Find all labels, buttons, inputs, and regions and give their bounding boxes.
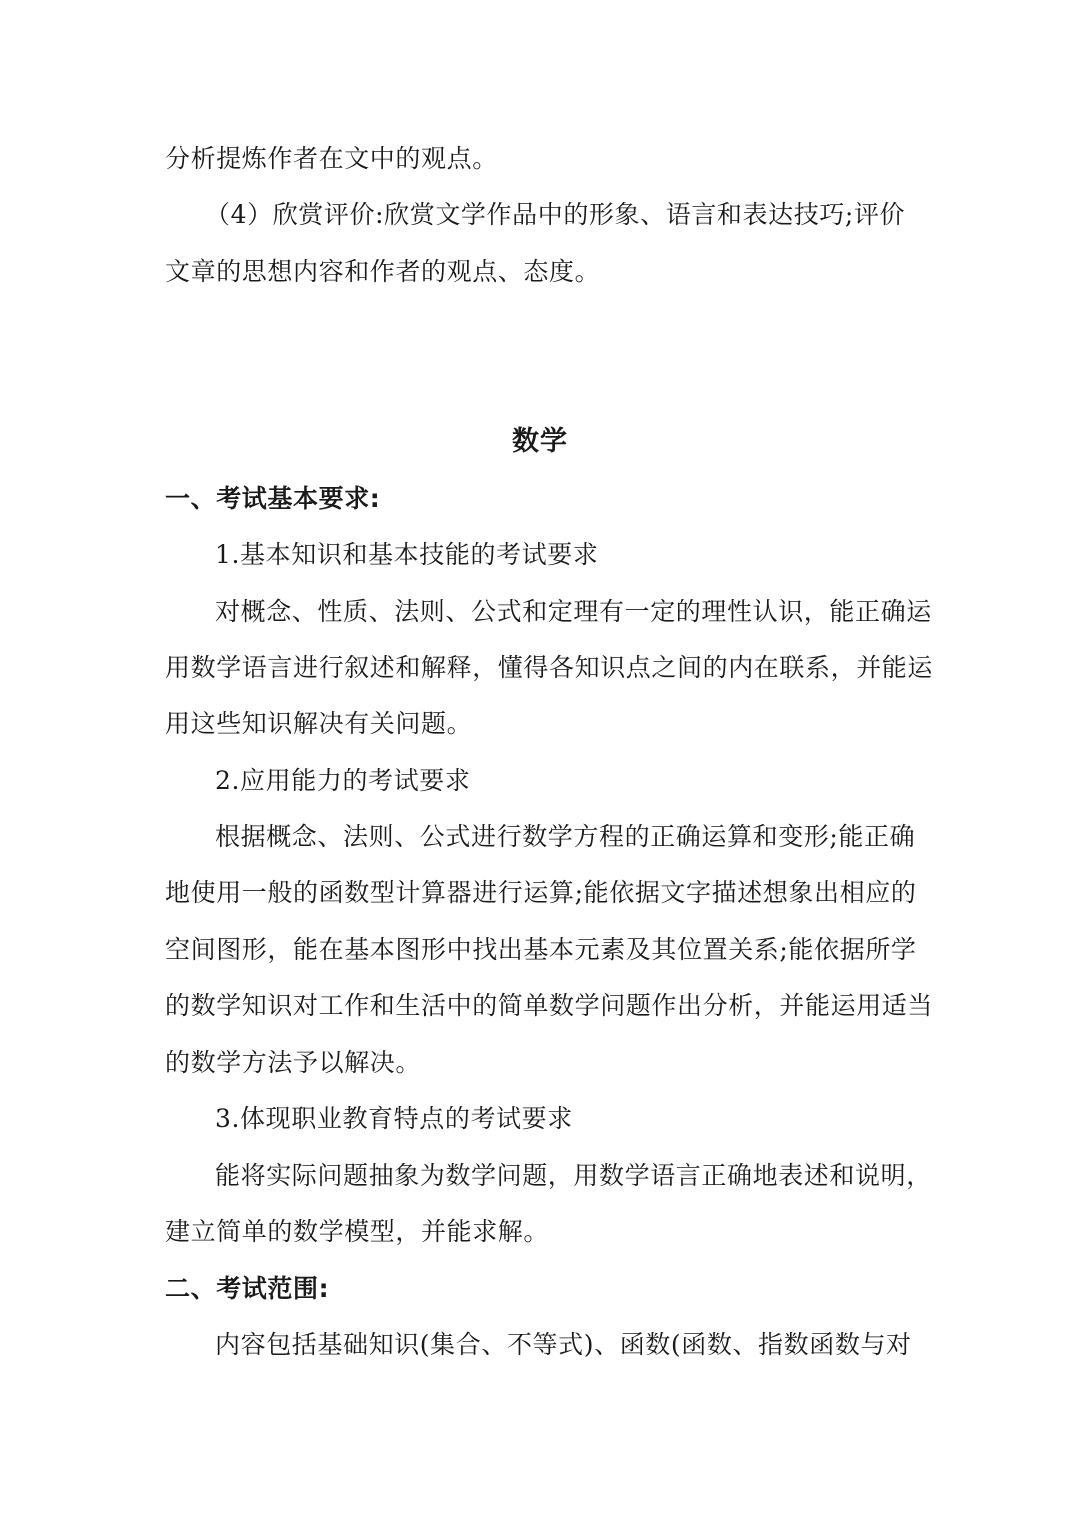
item3-line-2: 建立简单的数学模型，并能求解。 [165, 1217, 550, 1246]
item1-line-2: 用数学语言进行叙述和解释，懂得各知识点之间的内在联系，并能运 [165, 653, 934, 682]
item1-line-1: 对概念、性质、法则、公式和定理有一定的理性认识，能正确运 [215, 597, 932, 626]
item2-line-2: 地使用一般的函数型计算器进行运算;能依据文字描述想象出相应的 [165, 878, 917, 907]
part1-heading: 一、考试基本要求: [165, 484, 381, 513]
item3-title: 3.体现职业教育特点的考试要求 [215, 1104, 573, 1133]
intro-line-3: 文章的思想内容和作者的观点、态度。 [165, 257, 601, 286]
item3-line-1: 能将实际问题抽象为数学问题，用数学语言正确地表述和说明， [215, 1161, 932, 1190]
part2-heading: 二、考试范围: [165, 1274, 330, 1303]
item1-line-3: 用这些知识解决有关问题。 [165, 709, 473, 738]
item2-line-4: 的数学知识对工作和生活中的简单数学问题作出分析，并能运用适当 [165, 991, 934, 1020]
intro-line-1: 分析提炼作者在文中的观点。 [165, 144, 498, 173]
item1-title: 1.基本知识和基本技能的考试要求 [215, 540, 599, 569]
intro-line-2: （4）欣赏评价:欣赏文学作品中的形象、语言和表达技巧;评价 [205, 200, 906, 229]
part2-line-1: 内容包括基础知识(集合、不等式)、函数(函数、指数函数与对 [215, 1330, 912, 1359]
item2-line-3: 空间图形，能在基本图形中找出基本元素及其位置关系;能依据所学 [165, 935, 917, 964]
item2-line-5: 的数学方法予以解决。 [165, 1048, 422, 1077]
section-title: 数学 [512, 426, 568, 457]
item2-line-1: 根据概念、法则、公式进行数学方程的正确运算和变形;能正确 [215, 822, 916, 851]
item2-title: 2.应用能力的考试要求 [215, 766, 471, 795]
